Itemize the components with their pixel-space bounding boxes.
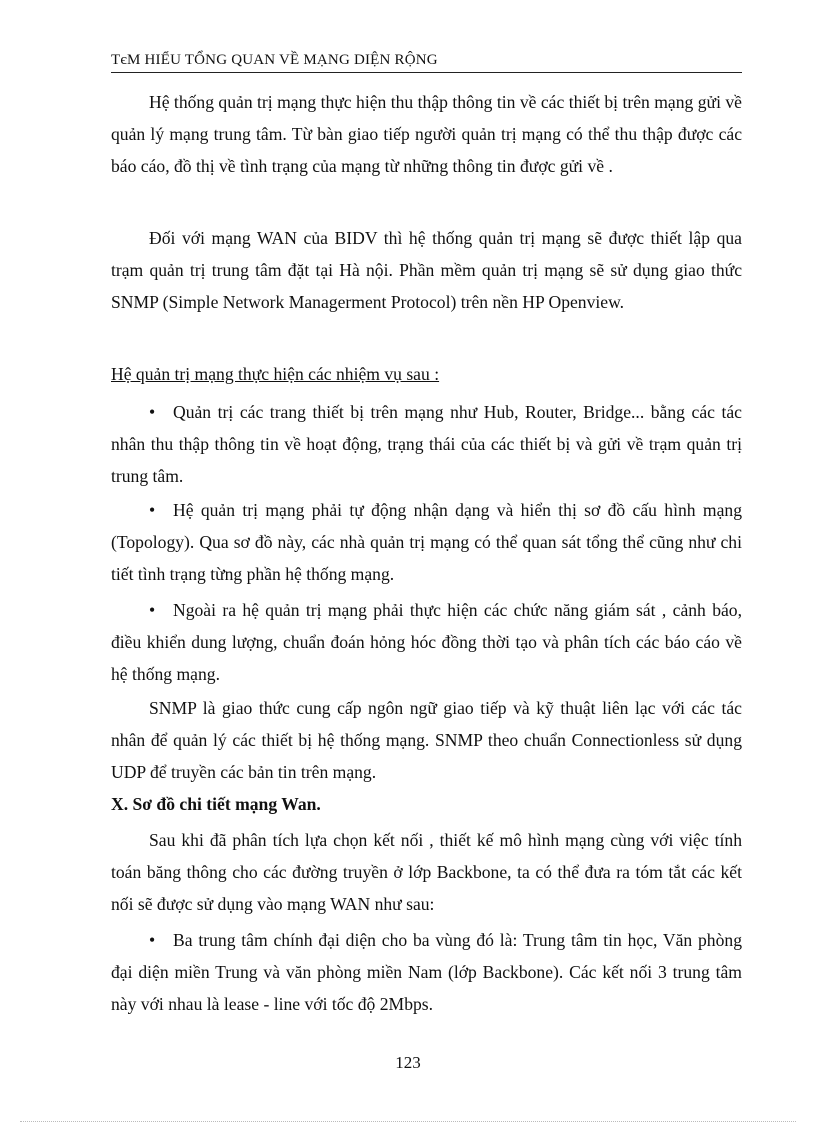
bullet-text: Hệ quản trị mạng phải tự động nhận dạng và hiển thị sơ đồ cấu hình mạng (Topology). Qua sơ đồ này, các nhà quản trị mạng có thể quan sát tổng thể cũng như chi tiết tình trạng từng phần hệ thống mạng. [111,500,742,584]
bullet-item [111,924,742,1020]
bullet-icon: • [149,500,156,520]
bullet-icon: • [149,930,156,950]
bullet-text: Ngoài ra hệ quản trị mạng phải thực hiện các chức năng giám sát , cảnh báo, điều khiển dung lượng, chuẩn đoán hỏng hóc đồng thời tạo và phân tích các báo cáo về hệ thống mạng. [111,600,742,684]
bullet-item [111,396,742,492]
bullet-text: Ba trung tâm chính đại diện cho ba vùng đó là: Trung tâm tin học, Văn phòng đại diện miền Trung và văn phòng miền Nam (lớp Backbone). Các kết nối 3 trung tâm này với nhau là lease - line với tốc độ 2Mbps. [111,930,742,1014]
paragraph-snmp: SNMP là giao thức cung cấp ngôn ngữ giao tiếp và kỹ thuật liên lạc với các tác nhân để quản lý các thiết bị hệ thống mạng. SNMP theo chuẩn Connectionless sử dụng UDP để truyền các bản tin trên mạng. [111,698,742,782]
section-heading: X. Sơ đồ chi tiết mạng Wan. [111,794,321,814]
paragraph-backbone: Sau khi đã phân tích lựa chọn kết nối , thiết kế mô hình mạng cùng với việc tính toán băng thông cho các đường truyền ở lớp Backbone, ta có thể đưa ra tóm tắt các kết nối sẽ được sử dụng vào mạng WAN như sau: [111,830,742,914]
paragraph-bidv-wan: Đối với mạng WAN của BIDV thì hệ thống quản trị mạng sẽ được thiết lập qua trạm quản trị trung tâm đặt tại Hà nội. Phần mềm quản trị mạng sẽ sử dụng giao thức SNMP (Simple Network Managerment Protocol) trên nền HP Openview. [111,228,742,312]
running-header: TєM HIỂU TỔNG QUAN VỀ MẠNG DIỆN RỘNG [111,52,742,73]
bullet-item [111,494,742,590]
bullet-icon: • [149,402,156,422]
bullet-icon: • [149,600,156,620]
tasks-heading: Hệ quản trị mạng thực hiện các nhiệm vụ sau : [111,364,440,384]
bullet-text: Quản trị các trang thiết bị trên mạng như Hub, Router, Bridge... bằng các tác nhân thu thập thông tin về hoạt động, trạng thái của các thiết bị và gửi về trạm quản trị trung tâm. [111,402,742,486]
page-bottom-divider [20,1121,796,1122]
paragraph-monitoring: Hệ thống quản trị mạng thực hiện thu thập thông tin về các thiết bị trên mạng gửi về quản lý mạng trung tâm. Từ bàn giao tiếp người quản trị mạng có thể thu thập được các báo cáo, đồ thị về tình trạng của mạng từ những thông tin được gửi về . [111,92,742,176]
bullet-item [111,594,742,690]
page-number: 123 [395,1053,421,1072]
